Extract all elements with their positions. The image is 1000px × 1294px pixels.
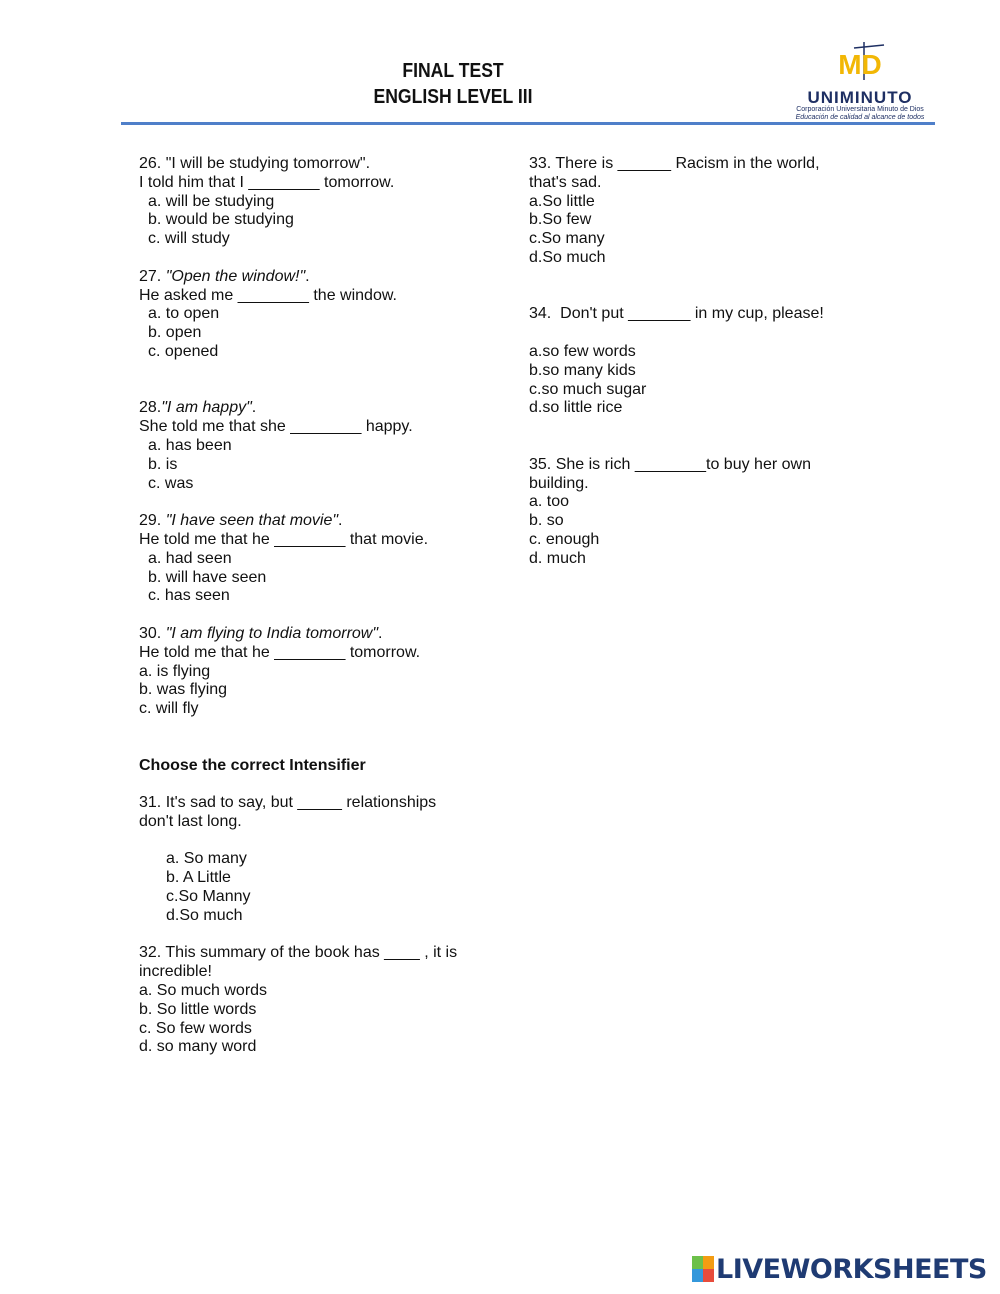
q29-number: 29.	[139, 512, 162, 530]
q26-option-b[interactable]: b. would be studying	[148, 211, 294, 229]
q32-line-2: incredible!	[139, 963, 212, 981]
q34-option-b[interactable]: b.so many kids	[529, 361, 636, 379]
q30-option-b[interactable]: b. was flying	[139, 681, 228, 699]
question-34	[529, 305, 859, 418]
q27-option-b[interactable]: b. open	[148, 324, 202, 342]
liveworksheets-wordmark: LIVEWORKSHEETS	[716, 1253, 987, 1285]
q31-option-a[interactable]: a. So many	[166, 850, 247, 868]
q28-number: 28.	[139, 399, 162, 417]
q32-option-b[interactable]: b. So little words	[139, 1000, 257, 1018]
page-title	[318, 58, 587, 110]
q32-option-a[interactable]: a. So much words	[139, 982, 268, 1000]
q27-stem: He asked me ________ the window.	[139, 286, 397, 304]
q26-option-c[interactable]: c. will study	[148, 230, 230, 248]
q28-option-a[interactable]: a. has been	[148, 436, 232, 454]
logo-tagline: Educación de calidad al alcance de todos	[795, 114, 925, 121]
question-32	[139, 944, 479, 1057]
q27-option-a[interactable]: a. to open	[148, 305, 220, 323]
q35-option-b[interactable]: b. so	[529, 512, 564, 530]
question-35	[529, 456, 859, 569]
q27-option-c[interactable]: c. opened	[148, 342, 219, 360]
title-line-2: ENGLISH LEVEL III	[373, 86, 533, 108]
q35-line-2: building.	[529, 474, 589, 492]
q33-option-b[interactable]: b.So few	[529, 211, 592, 229]
md-monogram-icon	[784, 40, 936, 90]
q34-line-1: 34. Don't put _______ in my cup, please!	[529, 305, 824, 323]
q35-option-d[interactable]: d. much	[529, 549, 586, 567]
q34-option-a[interactable]: a.so few words	[529, 342, 636, 360]
question-27: 27. "Open the window!". He asked me ________ the window. a. to open b. open c. opened	[139, 268, 479, 362]
question-28: 28."I am happy". She told me that she ________ happy. a. has been b. is c. was	[139, 399, 479, 493]
q26-number: 26.	[139, 155, 162, 172]
q26-option-a[interactable]: a. will be studying	[148, 192, 275, 210]
question-31	[139, 794, 479, 926]
q31-line-2: don't last long.	[139, 812, 242, 830]
logo-monogram: MD	[838, 49, 882, 80]
question-26	[139, 155, 479, 249]
q34-option-d[interactable]: d.so little rice	[529, 399, 623, 417]
q30-option-c[interactable]: c. will fly	[139, 700, 199, 718]
q33-line-2: that's sad.	[529, 173, 602, 191]
q31-line-1: 31. It's sad to say, but _____ relationships	[139, 794, 437, 812]
liveworksheets-brand[interactable]	[692, 1252, 987, 1286]
q26-stem: I told him that I ________ tomorrow.	[139, 173, 395, 191]
q30-number: 30.	[139, 624, 162, 642]
q33-option-d[interactable]: d.So much	[529, 248, 606, 266]
question-29: 29. "I have seen that movie". He told me that he ________ that movie. a. had seen b. will have seen c. has seen	[139, 512, 479, 606]
q29-option-c[interactable]: c. has seen	[148, 587, 230, 605]
q34-option-c[interactable]: c.so much sugar	[529, 380, 647, 398]
question-33	[529, 155, 859, 268]
q35-option-c[interactable]: c. enough	[529, 530, 600, 548]
q30-quote: "I am flying to India tomorrow"	[165, 624, 379, 642]
q29-option-b[interactable]: b. will have seen	[148, 568, 267, 586]
q27-number: 27.	[139, 267, 162, 285]
q33-line-1: 33. There is ______ Racism in the world,	[529, 155, 820, 172]
left-column	[139, 155, 479, 1057]
logo-wordmark: UNIMINUTO	[807, 88, 913, 107]
q32-line-1: 32. This summary of the book has ____ , it is	[139, 944, 458, 962]
q33-option-c[interactable]: c.So many	[529, 230, 605, 248]
q30-option-a[interactable]: a. is flying	[139, 662, 211, 680]
q28-stem: She told me that she ________ happy.	[139, 418, 413, 436]
q28-option-b[interactable]: b. is	[148, 455, 178, 473]
q35-option-a[interactable]: a. too	[529, 493, 570, 511]
q30-stem: He told me that he ________ tomorrow.	[139, 643, 421, 661]
q35-line-1: 35. She is rich ________to buy her own	[529, 455, 811, 473]
q29-stem: He told me that he ________ that movie.	[139, 530, 429, 548]
question-30: 30. "I am flying to India tomorrow". He told me that he ________ tomorrow. a. is flying b. was flying c. will fly	[139, 625, 479, 719]
uniminuto-logo	[784, 40, 936, 120]
q28-quote: "I am happy"	[161, 399, 252, 417]
title-line-1: FINAL TEST	[402, 60, 504, 82]
logo-subtitle: Corporación Universitaria Minuto de Dios	[796, 106, 924, 113]
header-divider	[121, 122, 935, 125]
q26-quote: "I will be studying tomorrow".	[165, 155, 371, 172]
q28-option-c[interactable]: c. was	[148, 474, 194, 492]
q31-option-d[interactable]: d.So much	[166, 906, 243, 924]
q32-option-c[interactable]: c. So few words	[139, 1019, 252, 1037]
section-heading: Choose the correct Intensifier	[139, 756, 366, 774]
q29-quote: "I have seen that movie"	[165, 512, 339, 530]
q29-option-a[interactable]: a. had seen	[148, 549, 232, 567]
right-column	[529, 155, 859, 569]
q31-option-c[interactable]: c.So Manny	[166, 888, 251, 906]
q27-quote: "Open the window!"	[165, 267, 306, 285]
liveworksheets-logo-icon	[692, 1256, 714, 1282]
q31-option-b[interactable]: b. A Little	[166, 869, 231, 887]
q33-option-a[interactable]: a.So little	[529, 192, 595, 210]
q32-option-d[interactable]: d. so many word	[139, 1038, 257, 1056]
